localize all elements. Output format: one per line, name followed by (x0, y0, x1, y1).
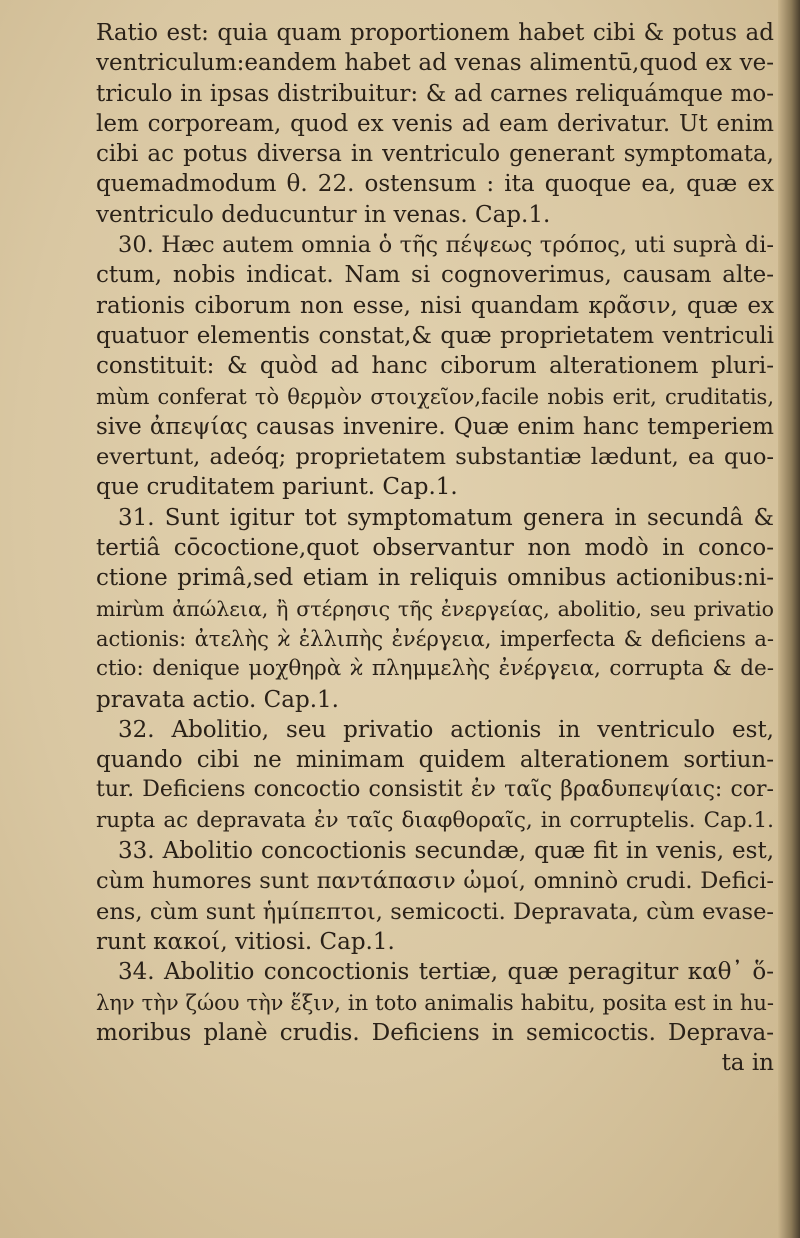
text-line: mùm conferat τὸ θερμὸν στοιχεῖον,facile nobis erit, cruditatis, (96, 384, 774, 409)
catchword: ta in (721, 1050, 774, 1077)
paragraph-30-start: 30. Hæc autem omnia ὁ τῆς πέψεως τρόπος, uti suprà di- (118, 232, 774, 259)
page-gutter-shadow (778, 0, 800, 1238)
text-line: ens, cùm sunt ἡμίπεπτοι, semicocti. Depravata, cùm evase- (96, 898, 774, 925)
text-line: rupta ac depravata ἐν ταῖς διαφθοραῖς, in corruptelis. Cap.1. (96, 807, 774, 833)
paragraph-33-start: 33. Abolitio concoctionis secundæ, quæ fit in venis, est, (118, 838, 774, 865)
text-line: Ratio est: quia quam proportionem habet cibi & potus ad (96, 20, 774, 46)
text-line: mirùm ἀπώλεια, ἢ στέρησις τῆς ἐνεργείας, abolitio, seu privatio (96, 596, 774, 621)
text-line: ctio: denique μοχθηρὰ ϰ̀ πλημμελὴς ἐνέργεια, corrupta & de- (96, 656, 774, 682)
text-line: λην τὴν ζώου τὴν ἕξιν, in toto animalis habitu, posita est in hu- (96, 990, 774, 1015)
paragraph-34-start: 34. Abolitio concoctionis tertiæ, quæ peragitur καθ᾽ ὅ- (118, 959, 774, 986)
text-line: runt κακοί, vitiosi. Cap.1. (96, 928, 395, 955)
text-line: lem corpoream, quod ex venis ad eam derivatur. Ut enim (96, 110, 774, 137)
text-line: pravata actio. Cap.1. (96, 686, 339, 713)
text-line: evertunt, adeóq; proprietatem substantiæ lædunt, ea quo- (96, 444, 774, 471)
text-line: actionis: ἀτελὴς ϰ̀ ἐλλιπὴς ἐνέργεια, imperfecta & deficiens a- (96, 626, 774, 651)
page-text-block (96, 18, 774, 1078)
text-line: quando cibi ne minimam quidem alterationem sortiun- (96, 747, 774, 774)
text-line: rationis ciborum non esse, nisi quandam κρᾶσιν, quæ ex (96, 292, 774, 319)
text-line: quatuor elementis constat,& quæ proprietatem ventriculi (96, 322, 774, 349)
text-line: ctione primâ,sed etiam in reliquis omnibus actionibus:ni- (96, 565, 774, 592)
text-line: triculo in ipsas distribuitur: & ad carnes reliquámque mo- (96, 80, 774, 107)
text-line: ventriculum:eandem habet ad venas alimentū,quod ex ve- (96, 50, 774, 77)
text-line: cibi ac potus diversa in ventriculo generant symptomata, (96, 141, 774, 168)
text-line: tertiâ cōcoctione,quot observantur non modò in conco- (96, 535, 774, 562)
text-line: ctum, nobis indicat. Nam si cognoverimus, causam alte- (96, 262, 774, 289)
text-line: constituit: & quòd ad hanc ciborum alterationem pluri- (96, 353, 774, 380)
text-line: cùm humores sunt παντάπασιν ὠμοί, omninò crudi. Defici- (96, 868, 774, 895)
text-line: que cruditatem pariunt. Cap.1. (96, 474, 458, 501)
text-line: sive ἀπεψίας causas invenire. Quæ enim hanc temperiem (96, 413, 774, 440)
paragraph-32-start: 32. Abolitio, seu privatio actionis in ventriculo est, (118, 716, 774, 743)
text-line: tur. Deficiens concoctio consistit ἐν ταῖς βραδυπεψίαις: cor- (96, 777, 774, 803)
text-line: ventriculo deducuntur in venas. Cap.1. (96, 201, 551, 228)
text-line: quemadmodum θ. 22. ostensum : ita quoque ea, quæ ex (96, 171, 774, 198)
paragraph-31-start: 31. Sunt igitur tot symptomatum genera in secundâ & (118, 504, 774, 531)
text-line: moribus planè crudis. Deficiens in semicoctis. Deprava- (96, 1019, 774, 1046)
